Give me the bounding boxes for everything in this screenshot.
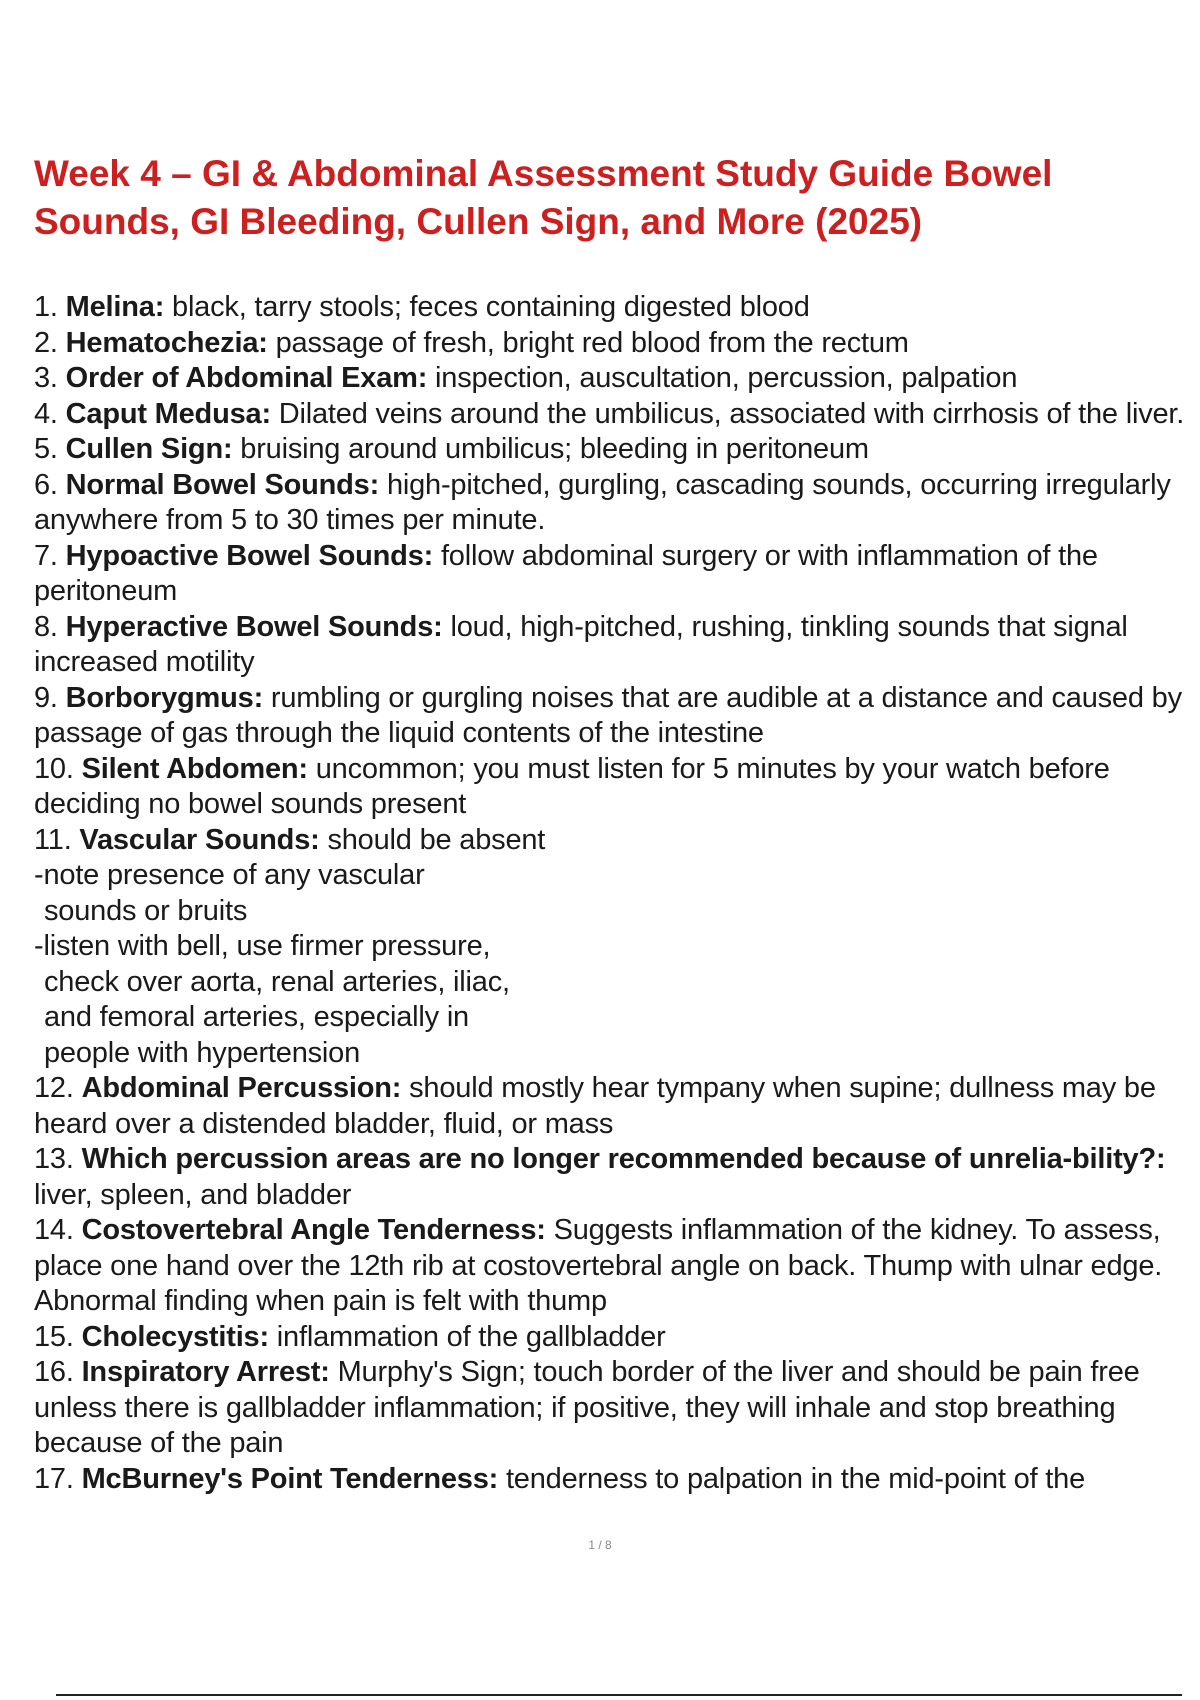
list-item <box>34 1213 1200 1320</box>
item-term: Hypoactive Bowel Sounds: <box>65 539 434 572</box>
item-text: should be absent <box>327 823 546 856</box>
list-item <box>34 397 1200 433</box>
item-text: rumbling or gurgling noises that are audible at a distance and caused by passage of gas through the liquid contents of the intestine <box>34 681 1182 749</box>
item-text: bruising around umbilicus; bleeding in peritoneum <box>240 433 869 465</box>
item-term: McBurney's Point Tenderness: <box>81 1462 499 1495</box>
item-text: should mostly hear tympany when supine; dullness may be heard over a distended bladder, fluid, or mass <box>34 1072 1156 1140</box>
item-text: black, tarry stools; feces containing digested blood <box>172 291 810 323</box>
item-term: Normal Bowel Sounds: <box>65 468 380 501</box>
item-text: Murphy's Sign; touch border of the liver and should be pain free unless there is gallbladder inflammation; if positive, they will inhale and stop breathing because of the pain <box>34 1356 1140 1459</box>
list-item <box>34 1462 1200 1498</box>
item-number: 12. <box>34 1072 74 1104</box>
item-term: Silent Abdomen: <box>81 752 308 785</box>
vascular-note-line: check over aorta, renal arteries, iliac, <box>44 965 510 998</box>
item-number: 10. <box>34 752 74 785</box>
list-item <box>34 326 1200 362</box>
item-term: Cullen Sign: <box>65 433 233 465</box>
item-number: 1. <box>34 291 58 323</box>
item-number: 8. <box>34 610 58 643</box>
list-item <box>34 290 1200 326</box>
item-text: inflammation of the gallbladder <box>276 1320 666 1353</box>
item-term: Cholecystitis: <box>81 1320 269 1353</box>
list-item <box>34 752 1200 823</box>
vascular-note-line: people with hypertension <box>44 1036 361 1069</box>
item-text: passage of fresh, bright red blood from the rectum <box>275 326 909 359</box>
item-text: loud, high-pitched, rushing, tinkling sounds that signal increased motility <box>34 610 1128 678</box>
item-term: Hyperactive Bowel Sounds: <box>65 610 443 643</box>
list-item <box>34 1355 1200 1462</box>
item-term: Costovertebral Angle Tenderness: <box>81 1214 546 1246</box>
list-item <box>34 361 1200 397</box>
page-title: Week 4 – GI & Abdominal Assessment Study Guide Bowel Sounds, GI Bleeding, Cullen Sign, and More (2025) <box>34 153 1053 242</box>
item-term: Borborygmus: <box>65 681 264 714</box>
vascular-note-line: -note presence of any vascular <box>34 859 425 891</box>
item-term: Inspiratory Arrest: <box>81 1356 330 1388</box>
item-number: 4. <box>34 397 58 430</box>
vascular-note-line: and femoral arteries, especially in <box>44 1001 469 1033</box>
item-text: liver, spleen, and bladder <box>34 1178 352 1211</box>
item-text: tenderness to palpation in the mid-point of the <box>505 1462 1085 1495</box>
list-item <box>34 1071 1200 1142</box>
item-term: Hematochezia: <box>65 326 268 359</box>
item-term: Which percussion areas are no longer recommended because of unrelia-bility?: <box>81 1143 1166 1175</box>
item-text: Suggests inflammation of the kidney. To assess, place one hand over the 12th rib at costovertebral angle on back. Thump with ulnar edge. Abnormal finding when pain is felt with thump <box>34 1214 1163 1317</box>
bottom-divider <box>56 1694 1182 1696</box>
list-item <box>34 539 1200 610</box>
list-item <box>34 1142 1200 1213</box>
item-number: 15. <box>34 1320 74 1353</box>
item-number: 16. <box>34 1356 74 1388</box>
list-item <box>34 468 1200 539</box>
list-item <box>34 610 1200 681</box>
item-term: Order of Abdominal Exam: <box>65 362 428 394</box>
item-number: 6. <box>34 468 58 501</box>
item-number: 11. <box>34 823 72 856</box>
study-guide-list <box>34 290 1200 1497</box>
list-item <box>34 1320 1200 1356</box>
item-text: inspection, auscultation, percussion, palpation <box>435 362 1018 394</box>
item-term: Melina: <box>65 291 165 323</box>
item-number: 3. <box>34 362 58 394</box>
item-number: 9. <box>34 681 58 714</box>
item-text: Dilated veins around the umbilicus, associated with cirrhosis of the liver. <box>278 397 1185 430</box>
item-text: follow abdominal surgery or with inflammation of the peritoneum <box>34 539 1098 607</box>
item-term: Caput Medusa: <box>65 397 271 430</box>
item-term: Vascular Sounds: <box>79 823 320 856</box>
item-number: 14. <box>34 1214 74 1246</box>
item-number: 5. <box>34 433 58 465</box>
list-item <box>34 432 1200 468</box>
vascular-note-line: sounds or bruits <box>44 894 248 927</box>
page-number: 1 / 8 <box>588 1538 612 1552</box>
item-number: 2. <box>34 326 58 359</box>
list-item <box>34 823 1200 1072</box>
vascular-note-line: -listen with bell, use firmer pressure, <box>34 930 491 962</box>
item-number: 17. <box>34 1462 74 1495</box>
item-number: 13. <box>34 1143 74 1175</box>
item-term: Abdominal Percussion: <box>81 1072 402 1104</box>
item-text: uncommon; you must listen for 5 minutes by your watch before deciding no bowel sounds present <box>34 752 1110 820</box>
item-number: 7. <box>34 539 58 572</box>
item-text: high-pitched, gurgling, cascading sounds, occurring irregularly anywhere from 5 to 30 times per minute. <box>34 468 1171 536</box>
list-item <box>34 681 1200 752</box>
